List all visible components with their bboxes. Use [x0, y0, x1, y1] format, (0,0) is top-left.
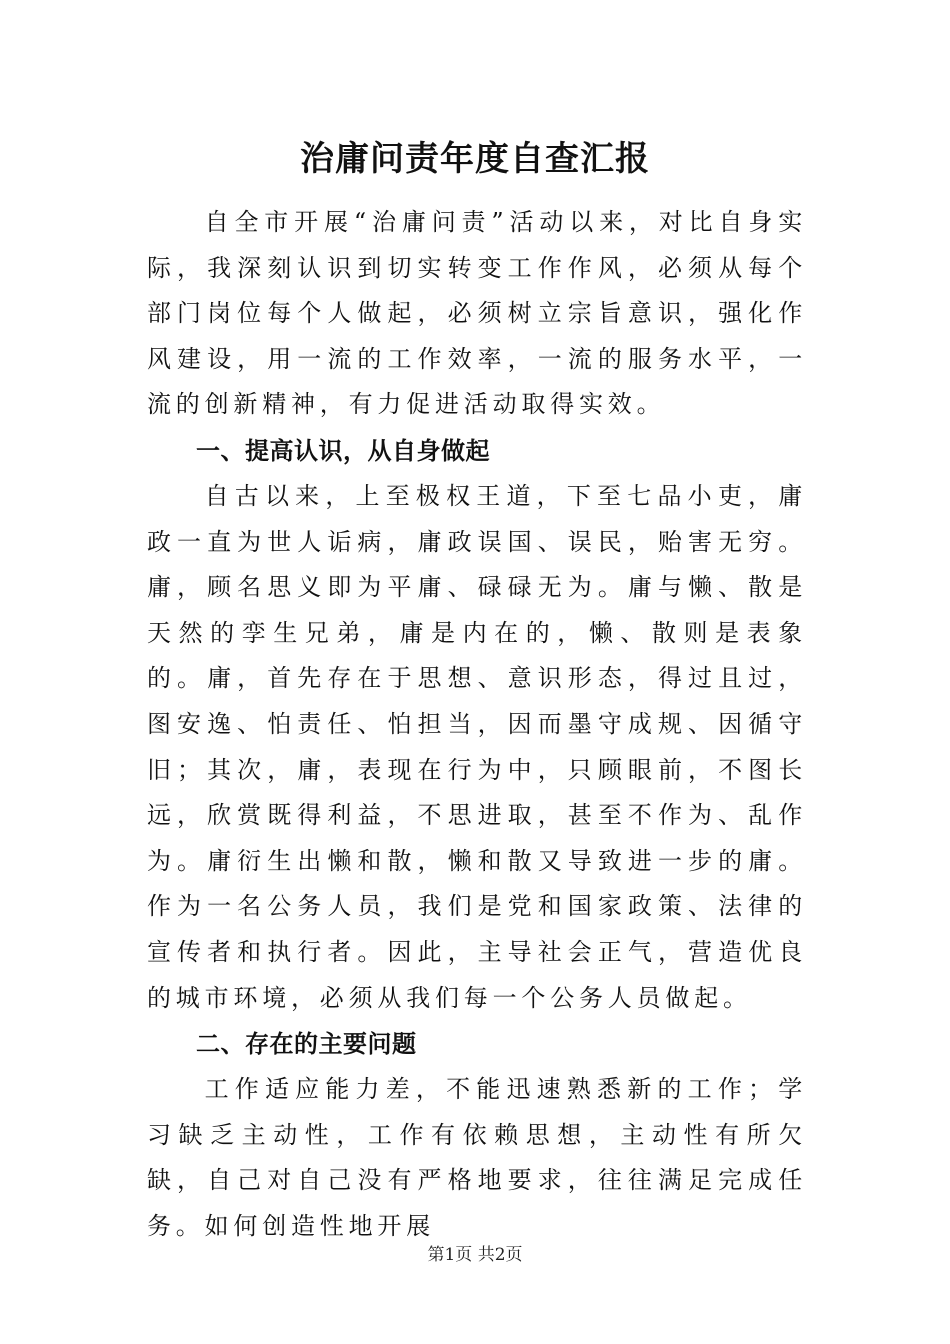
- section-heading-2: 二、存在的主要问题: [196, 1030, 417, 1059]
- paragraph-intro: 自全市开展“治庸问责”活动以来，对比自身实际，我深刻认识到切实转变工作作风，必须从每个部门岗位每个人做起，必须树立宗旨意识，强化作风建设，用一流的工作效率，一流的服务水平，一流的创新精神，有力促进活动取得实效。: [147, 208, 807, 419]
- document-body: [147, 200, 807, 1249]
- paragraph-section-2: 工作适应能力差，不能迅速熟悉新的工作；学习缺乏主动性，工作有依赖思想，主动性有所欠缺，自己对自己没有严格地要求，往往满足完成任务。如何创造性地开展: [147, 1075, 807, 1240]
- paragraph-section-1: 自古以来，上至极权王道，下至七品小吏，庸政一直为世人诟病，庸政误国、误民，贻害无穷。庸，顾名思义即为平庸、碌碌无为。庸与懒、散是天然的孪生兄弟，庸是内在的，懒、散则是表象的。庸，首先存在于思想、意识形态，得过且过，图安逸、怕责任、怕担当，因而墨守成规、因循守旧；其次，庸，表现在行为中，只顾眼前，不图长远，欣赏既得利益，不思进取，甚至不作为、乱作为。庸衍生出懒和散，懒和散又导致进一步的庸。作为一名公务人员，我们是党和国家政策、法律的宣传者和执行者。因此，主导社会正气，营造优良的城市环境，必须从我们每一个公务人员做起。: [147, 481, 807, 1012]
- document-title: 治庸问责年度自查汇报: [300, 139, 650, 179]
- page-number-footer: 第1页 共2页: [427, 1245, 523, 1265]
- section-heading-1: 一、提高认识，从自身做起: [196, 436, 490, 465]
